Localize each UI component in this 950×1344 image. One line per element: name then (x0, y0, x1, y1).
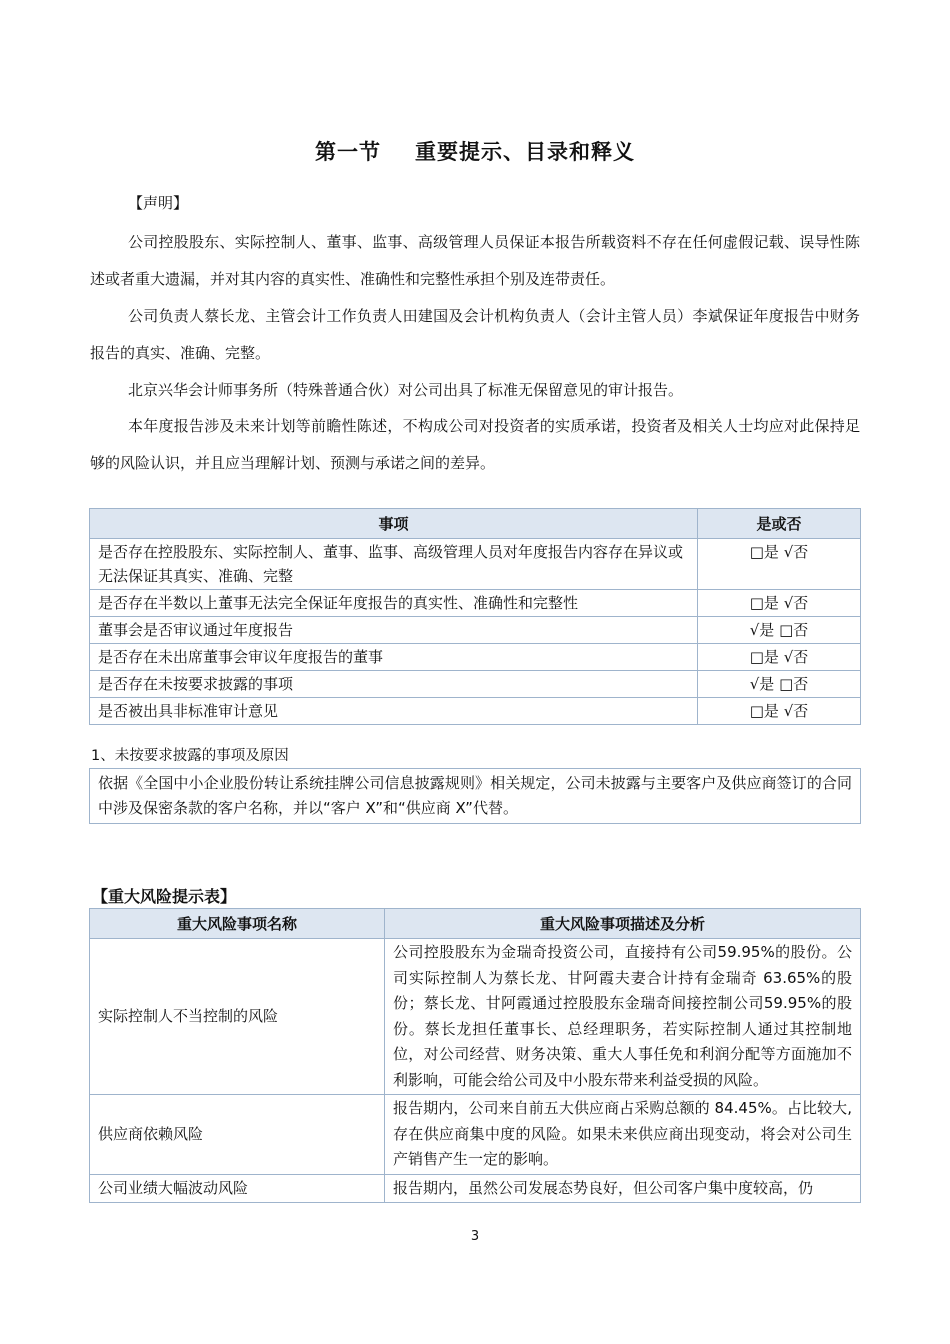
row-item: 是否被出具非标准审计意见 (90, 698, 698, 725)
declaration-paragraph-3: 北京兴华会计师事务所（特殊普通合伙）对公司出具了标准无保留意见的审计报告。 (128, 381, 684, 399)
declaration-heading: 【声明】 (128, 194, 189, 212)
undisclosed-matters-title: 1、未按要求披露的事项及原因 (91, 748, 289, 764)
table-row (90, 1174, 861, 1203)
section-number: 第一节 (315, 140, 381, 164)
table-row (90, 939, 861, 1095)
column-header-risk-description: 重大风险事项描述及分析 (385, 909, 861, 939)
row-item: 是否存在未出席董事会审议年度报告的董事 (90, 644, 698, 671)
row-item: 是否存在半数以上董事无法完全保证年度报告的真实性、准确性和完整性 (90, 590, 698, 617)
page-title (0, 136, 950, 166)
row-item: 是否存在控股股东、实际控制人、董事、监事、高级管理人员对年度报告内容存在异议或无法保证其真实、准确、完整 (90, 539, 698, 590)
risk-description: 报告期内，公司来自前五大供应商占采购总额的 84.45%。占比较大,存在供应商集中度的风险。如果未来供应商出现变动，将会对公司生产销售产生一定的影响。 (385, 1095, 861, 1175)
row-answer: □是 √否 (698, 539, 861, 590)
section-heading-text: 重要提示、目录和释义 (415, 140, 635, 164)
table-row (90, 617, 861, 644)
table-header-row (90, 509, 861, 539)
row-answer: √是 □否 (698, 671, 861, 698)
row-answer: □是 √否 (698, 644, 861, 671)
declaration-paragraph-1: 公司控股股东、实际控制人、董事、监事、高级管理人员保证本报告所载资料不存在任何虚假记载、误导性陈述或者重大遗漏，并对其内容的真实性、准确性和完整性承担个别及连带责任。 (90, 233, 860, 288)
risk-description: 报告期内，虽然公司发展态势良好，但公司客户集中度较高，仍 (385, 1174, 861, 1203)
row-item: 是否存在未按要求披露的事项 (90, 671, 698, 698)
risk-table (89, 908, 861, 1203)
row-answer: □是 √否 (698, 590, 861, 617)
risk-table-title: 【重大风险提示表】 (92, 887, 237, 906)
table-row (90, 1095, 861, 1175)
risk-description: 公司控股股东为金瑞奇投资公司，直接持有公司59.95%的股份。公司实际控制人为蔡长龙、甘阿霞夫妻合计持有金瑞奇 63.65%的股份；蔡长龙、甘阿霞通过控股股东金瑞奇间接控制公司59.95%的股份。蔡长龙担任董事长、总经理职务，若实际控制人通过其控制地位，对公司经营、财务决策、重大人事任免和利润分配等方面施加不利影响，可能会给公司及中小股东带来利益受损的风险。 (385, 939, 861, 1095)
table-row (90, 644, 861, 671)
table-row (90, 698, 861, 725)
row-item: 董事会是否审议通过年度报告 (90, 617, 698, 644)
row-answer: □是 √否 (698, 698, 861, 725)
column-header-risk-name: 重大风险事项名称 (90, 909, 385, 939)
table-row (90, 539, 861, 590)
table-row (90, 590, 861, 617)
declaration-paragraph-4: 本年度报告涉及未来计划等前瞻性陈述，不构成公司对投资者的实质承诺，投资者及相关人士均应对此保持足够的风险认识，并且应当理解计划、预测与承诺之间的差异。 (90, 417, 860, 472)
confirmation-table (89, 508, 861, 725)
column-header-answer: 是或否 (698, 509, 861, 539)
column-header-item: 事项 (90, 509, 698, 539)
undisclosed-matters-text: 依据《全国中小企业股份转让系统挂牌公司信息披露规则》相关规定，公司未披露与主要客户及供应商签订的合同中涉及保密条款的客户名称，并以“客户 X”和“供应商 X”代替。 (89, 768, 861, 824)
table-row (90, 671, 861, 698)
risk-name: 供应商依赖风险 (90, 1095, 385, 1175)
page-number: 3 (470, 1229, 480, 1244)
declaration-paragraph-2: 公司负责人蔡长龙、主管会计工作负责人田建国及会计机构负责人（会计主管人员）李斌保证年度报告中财务报告的真实、准确、完整。 (90, 307, 860, 362)
row-answer: √是 □否 (698, 617, 861, 644)
risk-name: 实际控制人不当控制的风险 (90, 939, 385, 1095)
table-header-row (90, 909, 861, 939)
risk-name: 公司业绩大幅波动风险 (90, 1174, 385, 1203)
